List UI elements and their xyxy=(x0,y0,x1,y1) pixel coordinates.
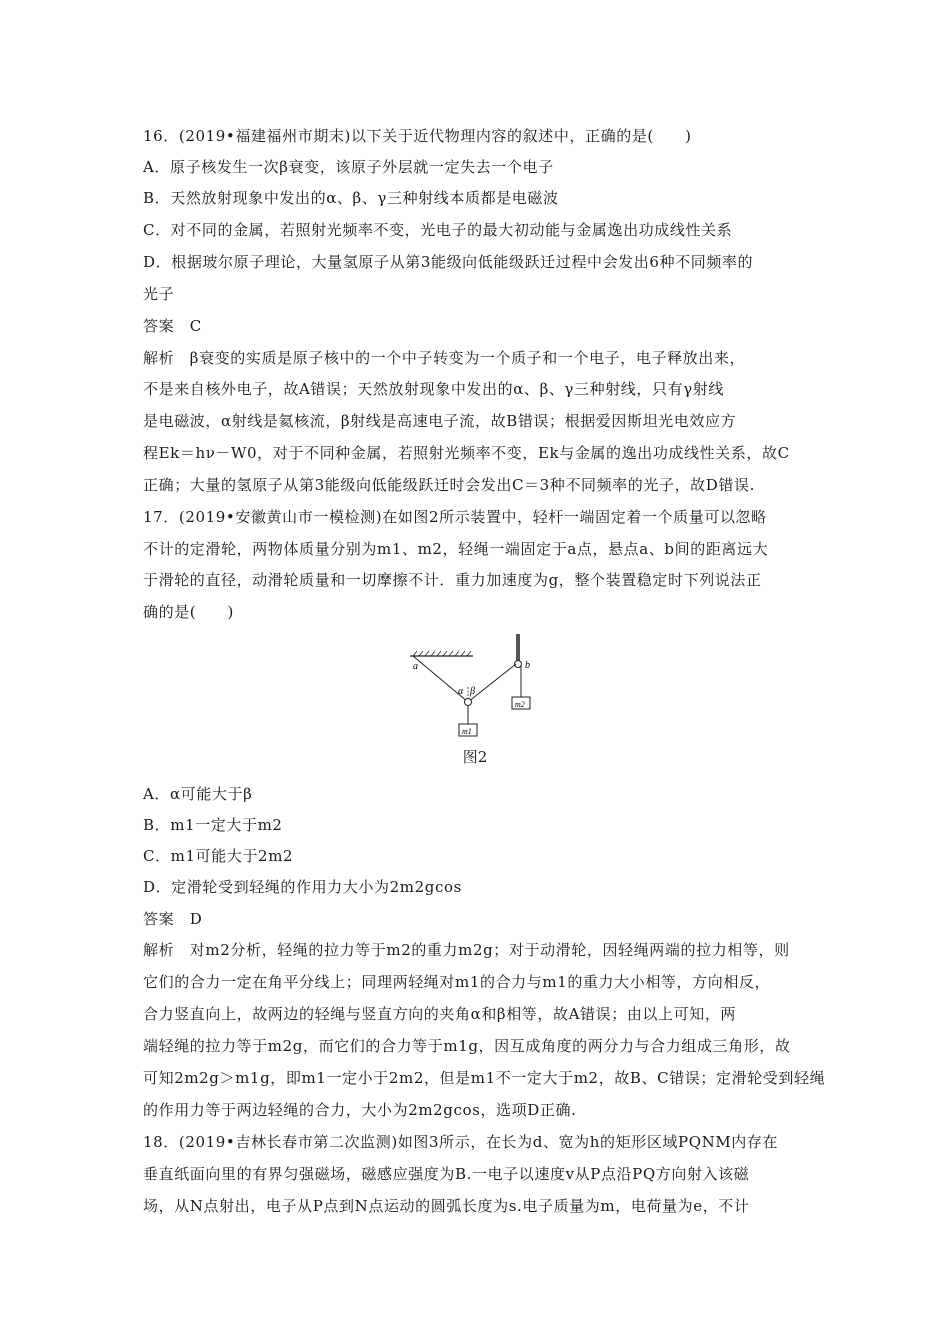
q17-stem-line: 于滑轮的直径，动滑轮质量和一切摩擦不计．重力加速度为g，整个装置稳定时下列说法正 xyxy=(143,571,762,589)
q16-stem: 16．(2019•福建福州市期末)以下关于近代物理内容的叙述中，正确的是( ) xyxy=(143,127,692,145)
q17-stem-line: 17．(2019•安徽黄山市一模检测)在如图2所示装置中，轻杆一端固定着一个质量可以忽略 xyxy=(143,508,767,526)
q16-analysis-line: 程Ek＝hν－W0，对于不同种金属，若照射光频率不变，Ek与金属的逸出功成线性关系，故C xyxy=(143,444,790,462)
label-beta: β xyxy=(470,686,475,697)
q16-analysis-line: 是电磁波，α射线是氦核流，β射线是高速电子流，故B错误；根据爱因斯坦光电效应方 xyxy=(143,412,737,430)
q16-option-d: D．根据玻尔原子理论，大量氢原子从第3能级向低能级跃迁过程中会发出6种不同频率的 xyxy=(143,253,754,271)
label-a: a xyxy=(413,661,418,672)
q17-option-b: B．m1一定大于m2 xyxy=(143,816,283,834)
q16-analysis-line: 解析 β衰变的实质是原子核中的一个中子转变为一个质子和一个电子，电子释放出来， xyxy=(143,349,746,367)
q18-stem-line: 18．(2019•吉林长春市第二次监测)如图3所示，在长为d、宽为h的矩形区域PQNM内存在 xyxy=(143,1133,779,1151)
q16-analysis-line: 不是来自核外电子，故A错误；天然放射现象中发出的α、β、γ三种射线，只有γ射线 xyxy=(143,380,724,398)
q18-stem-line: 场，从N点射出，电子从P点到N点运动的圆弧长度为s.电子质量为m，电荷量为e，不计 xyxy=(143,1197,750,1215)
label-m2: m2 xyxy=(515,700,525,709)
q16-option-d-cont: 光子 xyxy=(143,285,175,303)
q17-analysis-line: 解析 对m2分析，轻绳的拉力等于m2的重力m2g；对于动滑轮，因轻绳两端的拉力相等，则 xyxy=(143,941,790,959)
q17-analysis-line: 它们的合力一定在角平分线上；同理两轻绳对m1的合力与m1的重力大小相等，方向相反， xyxy=(143,973,771,991)
q16-option-b: B．天然放射现象中发出的α、β、γ三种射线本质都是电磁波 xyxy=(143,189,559,207)
label-alpha: α xyxy=(458,686,464,697)
figure-caption: 图2 xyxy=(462,748,488,766)
label-b: b xyxy=(525,660,530,671)
q16-option-c: C．对不同的金属，若照射光频率不变，光电子的最大初动能与金属逸出功成线性关系 xyxy=(143,221,733,239)
q17-option-c: C．m1可能大于2m2 xyxy=(143,847,294,865)
label-m1: m1 xyxy=(462,727,472,736)
q16-option-a: A．原子核发生一次β衰变，该原子外层就一定失去一个电子 xyxy=(143,158,554,176)
q17-stem-line: 不计的定滑轮，两物体质量分别为m1、m2，轻绳一端固定于a点，悬点a、b间的距离远大 xyxy=(143,540,769,558)
q16-analysis-line: 正确；大量的氢原子从第3能级向低能级跃迁时会发出C＝3种不同频率的光子，故D错误. xyxy=(143,476,755,494)
q17-option-d: D．定滑轮受到轻绳的作用力大小为2m2gcos xyxy=(143,878,462,896)
q16-answer: 答案 C xyxy=(143,317,202,335)
q17-analysis-line: 的作用力等于两边轻绳的合力，大小为2m2gcos，选项D正确. xyxy=(143,1101,577,1119)
q17-option-a: A．α可能大于β xyxy=(143,785,253,803)
pulley-figure xyxy=(405,632,545,742)
q18-stem-line: 垂直纸面向里的有界匀强磁场，磁感应强度为B.一电子以速度v从P点沿PQ方向射入该磁 xyxy=(143,1165,750,1183)
q17-answer: 答案 D xyxy=(143,910,203,928)
q17-stem-line: 确的是( ) xyxy=(143,603,234,621)
q17-analysis-line: 可知2m2g＞m1g，即m1一定小于2m2，但是m1不一定大于m2，故B、C错误；定滑轮受到轻绳 xyxy=(143,1069,826,1087)
q17-analysis-line: 端轻绳的拉力等于m2g，而它们的合力等于m1g，因互成角度的两分力与合力组成三角形，故 xyxy=(143,1037,791,1055)
q17-analysis-line: 合力竖直向上，故两边的轻绳与竖直方向的夹角α和β相等，故A错误；由以上可知，两 xyxy=(143,1005,737,1023)
